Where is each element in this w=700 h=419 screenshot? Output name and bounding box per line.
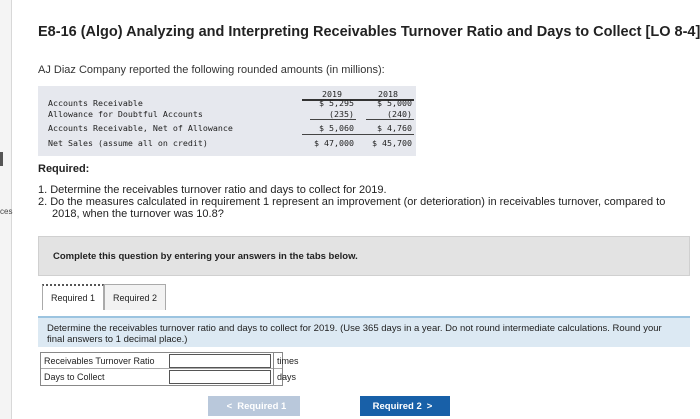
complete-banner bbox=[38, 236, 690, 276]
requirement-2: 2. Do the measures calculated in requirement 1 represent an improvement (or deterioration) in receivables turnover, compared to bbox=[38, 196, 666, 208]
days-label: Days to Collect bbox=[44, 372, 105, 382]
sidebar-label[interactable]: ces bbox=[0, 207, 13, 216]
days-input[interactable] bbox=[169, 370, 271, 384]
tab-required-2[interactable]: Required 2 bbox=[104, 284, 166, 310]
row-net-sales-2018: $ 45,700 bbox=[372, 138, 412, 148]
page-title: E8-16 (Algo) Analyzing and Interpreting Receivables Turnover Ratio and Days to Collect [LO 8-4] bbox=[38, 24, 700, 40]
subtotal-line-2019 bbox=[310, 119, 356, 120]
requirements-list bbox=[38, 184, 665, 220]
row-label-net-ar: Accounts Receivable, Net of Allowance bbox=[48, 123, 233, 133]
complete-text: Complete this question by entering your answers in the tabs below. bbox=[53, 251, 358, 262]
row-label-ar: Accounts Receivable bbox=[48, 98, 143, 108]
tab-required-1[interactable]: Required 1 bbox=[42, 284, 104, 310]
answer-row-days bbox=[41, 369, 297, 385]
days-unit: days bbox=[273, 369, 323, 385]
next-button-label: Required 2 bbox=[372, 400, 422, 412]
intro-text: AJ Diaz Company reported the following rounded amounts (in millions): bbox=[38, 64, 385, 76]
row-net-sales-2019: $ 47,000 bbox=[314, 138, 354, 148]
row-net-ar-2018: $ 4,760 bbox=[377, 123, 412, 133]
total-line bbox=[302, 134, 414, 135]
financial-data-table bbox=[38, 86, 416, 156]
next-button[interactable] bbox=[360, 396, 450, 416]
required-heading: Required: bbox=[38, 163, 90, 175]
answer-table bbox=[40, 352, 299, 386]
row-allowance-2019: (235) bbox=[329, 109, 354, 119]
row-ar-2018: $ 5,000 bbox=[377, 98, 412, 108]
answer-row-turnover bbox=[41, 353, 299, 369]
turnover-input[interactable] bbox=[169, 354, 271, 368]
instructions-panel bbox=[38, 316, 690, 347]
year-2018-header: 2018 bbox=[378, 89, 398, 99]
row-net-ar-2019: $ 5,060 bbox=[319, 123, 354, 133]
prev-button[interactable] bbox=[208, 396, 300, 416]
year-2019-header: 2019 bbox=[322, 89, 342, 99]
row-label-allowance: Allowance for Doubtful Accounts bbox=[48, 109, 203, 119]
prev-button-label: Required 1 bbox=[237, 400, 287, 412]
turnover-unit: times bbox=[273, 353, 323, 369]
chevron-left-icon: < bbox=[226, 400, 233, 412]
turnover-label: Receivables Turnover Ratio bbox=[44, 356, 155, 366]
requirement-1: 1. Determine the receivables turnover ratio and days to collect for 2019. bbox=[38, 184, 387, 196]
left-sidebar bbox=[0, 0, 12, 419]
row-allowance-2018: (240) bbox=[387, 109, 412, 119]
row-label-net-sales: Net Sales (assume all on credit) bbox=[48, 138, 208, 148]
requirement-2-continued: 2018, when the turnover was 10.8? bbox=[52, 208, 224, 220]
subtotal-line-2018 bbox=[366, 119, 414, 120]
row-ar-2019: $ 5,295 bbox=[319, 98, 354, 108]
sidebar-marker bbox=[0, 152, 3, 166]
instructions-text: Determine the receivables turnover ratio and days to collect for 2019. (Use 365 days in a year. Do not round intermediate calculations. Round your final answers to 1 decimal place.) bbox=[47, 323, 662, 345]
chevron-right-icon: > bbox=[426, 400, 433, 412]
